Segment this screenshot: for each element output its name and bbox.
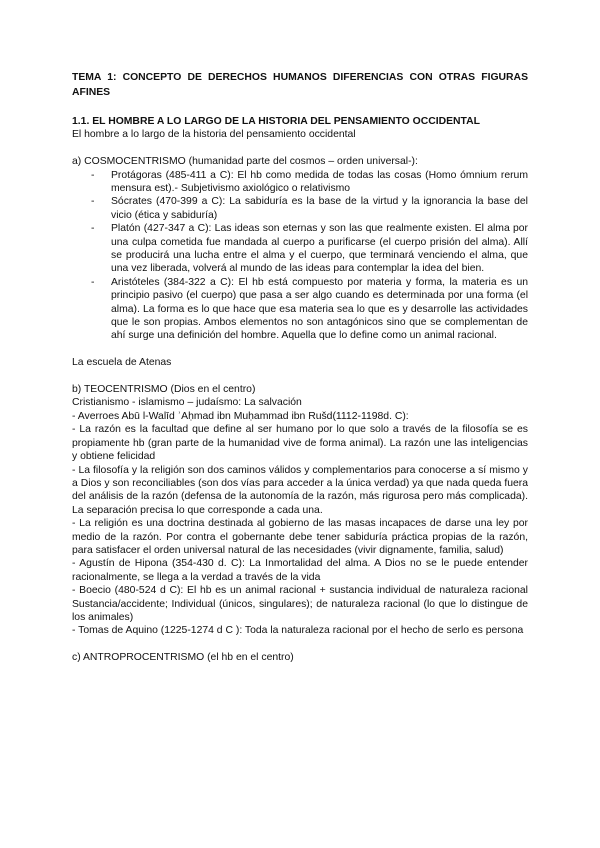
paragraph: - Averroes Abū l-Walīd ʾAḥmad ibn Muḥammad ibn Rušd(1112-1198d. C): xyxy=(72,410,409,422)
spacer xyxy=(72,343,528,356)
antropocentrismo-heading: c) ANTROPROCENTRISMO (el hb en el centro) xyxy=(72,652,294,664)
spacer xyxy=(72,638,528,651)
list-item xyxy=(72,222,528,276)
paragraph: - Tomas de Aquino (1225-1274 d C ): Toda la naturaleza racional por el hecho de serlo es persona xyxy=(72,625,524,637)
section-subtitle: El hombre a lo largo de la historia del pensamiento occidental xyxy=(72,129,356,141)
paragraph: - La razón es la facultad que define al ser humano por lo que solo a través de la filosofía se es propiamente hb (gran parte de la humanidad vive de forma animal). La razón une las inteligencias y obtiene felicidad xyxy=(72,424,528,463)
paragraph: - Agustín de Hipona (354-430 d. C): La Inmortalidad del alma. A Dios no se le puede entender racionalmente, se llega a la verdad a través de la vida xyxy=(72,558,528,583)
list-item-text: Sócrates (470-399 a C): La sabiduría es la base de la virtud y la ignorancia la base del vicio (ética y sabiduría) xyxy=(111,196,528,221)
escuela-atenas-text: La escuela de Atenas xyxy=(72,357,172,369)
paragraph: - La filosofía y la religión son dos caminos válidos y complementarios para conocerse a sí mismo y a Dios y son reconciliables (son dos vías para acceder a la única verdad) ya que nada queda fuera del análisis de la razón (defensa de la autonomía de la razón, más rigurosa pero más complicada). La separación precisa lo que corresponde a cada una. xyxy=(72,464,528,516)
spacer xyxy=(72,100,528,115)
cosmocentrismo-heading: a) COSMOCENTRISMO (humanidad parte del cosmos – orden universal-): xyxy=(72,156,418,168)
cosmocentrismo-list xyxy=(72,169,528,343)
list-item xyxy=(72,276,528,343)
dash-bullet: - xyxy=(91,169,95,181)
paragraph: - Boecio (480-524 d C): El hb es un animal racional + sustancia individual de naturaleza racional Sustancia/accidente; Individual (únicos, singulares); de naturaleza racional (lo que lo distingue de los animales) xyxy=(72,585,528,623)
spacer xyxy=(72,142,528,155)
teocentrismo-subheading: Cristianismo - islamismo – judaísmo: La salvación xyxy=(72,397,302,409)
dash-bullet: - xyxy=(91,196,95,208)
paragraph: - La religión es una doctrina destinada al gobierno de las masas incapaces de darse una ley por medio de la razón. Por contra el gobernante debe tener sabiduría práctica propias de la razón, para satisfacer el orden universal natural de las necesidades (vivir dignamente, familia, salud) xyxy=(72,518,528,556)
list-item xyxy=(72,169,528,196)
list-item-text: Protágoras (485-411 a C): El hb como medida de todas las cosas (Homo ómnium rerum mensura est).- Subjetivismo axiológico o relativismo xyxy=(111,169,528,195)
spacer xyxy=(72,370,528,383)
list-item-text: Platón (427-347 a C): Las ideas son eternas y son las que realmente existen. El alma por una culpa cometida fue mandada al cuerpo a purificarse (el cuerpo prisión del alma). Allí se producirá una lucha entre el alma y el cuerpo, que terminará venciendo el alma, que una vez liberada, volverá al mundo de las ideas para contemplar la idea del bien. xyxy=(111,223,528,275)
doc-title: TEMA 1: CONCEPTO DE DERECHOS HUMANOS DIFERENCIAS CON OTRAS FIGURAS AFINES xyxy=(72,72,528,98)
dash-bullet: - xyxy=(91,276,95,288)
list-item xyxy=(72,195,528,222)
dash-bullet: - xyxy=(91,223,95,235)
section-heading: 1.1. EL HOMBRE A LO LARGO DE LA HISTORIA DEL PENSAMIENTO OCCIDENTAL xyxy=(72,116,480,127)
list-item-text: Aristóteles (384-322 a C): El hb está compuesto por materia y forma, la materia es un principio pasivo (el cuerpo) que pasa a ser algo cuando es determinada por una forma (el alma). La forma es lo que hace que esa materia sea lo que es y desarrolle las actividades que le son propias. Ambos elementos no son antagónicos sino que se complementan de ahí surge una definición del hombre. Aquella que lo define como un animal racional. xyxy=(111,276,528,342)
teocentrismo-heading: b) TEOCENTRISMO (Dios en el centro) xyxy=(72,384,256,396)
